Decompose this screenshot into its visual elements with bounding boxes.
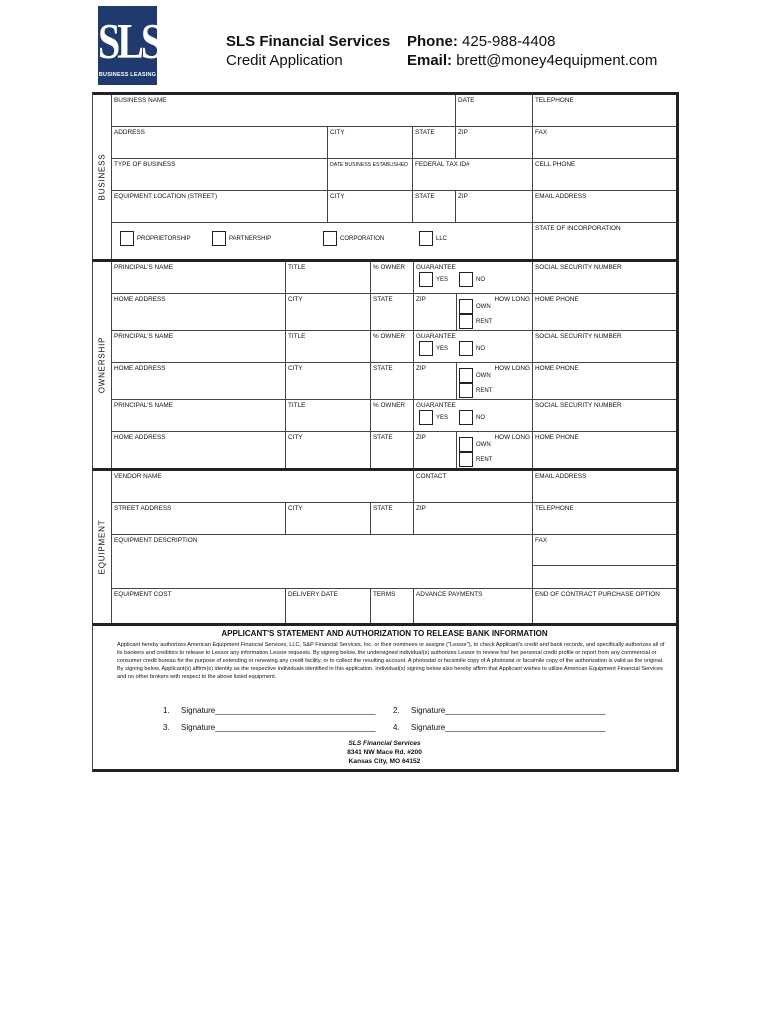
equipment-cost-row xyxy=(112,589,676,623)
principal-2-zip-field[interactable]: ZIP xyxy=(414,363,457,399)
entity-type-options xyxy=(112,223,533,259)
vendor-telephone-field[interactable]: TELEPHONE xyxy=(535,505,574,512)
email-label: Email: xyxy=(407,52,453,69)
principal-1-state-field[interactable]: STATE xyxy=(371,294,414,330)
principal-3-guarantee: GUARANTEE YES NO xyxy=(414,400,533,431)
ownership-side-label: OWNERSHIP xyxy=(93,262,112,468)
vendor-zip-field[interactable]: ZIP xyxy=(414,503,533,534)
equipment-section xyxy=(92,468,679,623)
signature-4[interactable]: 4. Signature____________________________________ xyxy=(393,723,606,732)
advance-payments-field[interactable]: ADVANCE PAYMENTS xyxy=(414,589,533,623)
principal-2-name-field[interactable]: PRINCIPAL'S NAME xyxy=(112,331,286,362)
form-title: Credit Application xyxy=(226,52,343,69)
principal-3-ssn-field[interactable]: SOCIAL SECURITY NUMBER xyxy=(535,402,622,409)
phone-label: Phone: xyxy=(407,33,458,50)
vendor-name-field[interactable]: VENDOR NAME xyxy=(112,471,414,502)
principal-2-owner-pct-field[interactable]: % OWNER xyxy=(371,331,414,362)
equipment-side-label: EQUIPMENT xyxy=(93,471,112,623)
principal-2-row xyxy=(112,331,676,363)
partnership-checkbox[interactable] xyxy=(212,231,226,246)
zip-field[interactable]: ZIP xyxy=(456,127,533,158)
principal-3-own-option[interactable]: OWN xyxy=(459,437,491,452)
own-checkbox[interactable] xyxy=(459,437,473,452)
principal-1-home-phone-field[interactable]: HOME PHONE xyxy=(535,296,579,303)
date-established-field[interactable]: DATE BUSINESS ESTABLISHED xyxy=(328,159,413,190)
credit-application-form xyxy=(92,92,679,772)
equipment-description-field[interactable]: EQUIPMENT DESCRIPTION xyxy=(112,535,533,588)
principal-2-how-long: HOW LONG OWN RENT xyxy=(457,363,533,399)
yes-checkbox[interactable] xyxy=(419,272,433,287)
location-state-field[interactable]: STATE xyxy=(413,191,456,222)
vendor-fax-field[interactable]: FAX xyxy=(533,535,676,566)
principal-2-home-address-field[interactable]: HOME ADDRESS xyxy=(112,363,286,399)
proprietorship-checkbox[interactable] xyxy=(120,231,134,246)
principal-1-guarantee-yes[interactable]: YES xyxy=(419,272,448,287)
address-street: 8341 NW Mace Rd. #200 xyxy=(347,749,422,756)
terms-field[interactable]: TERMS xyxy=(371,589,414,623)
end-of-contract-option-field[interactable]: END OF CONTRACT PURCHASE OPTION xyxy=(535,591,660,598)
own-checkbox[interactable] xyxy=(459,368,473,383)
type-of-business-field[interactable]: TYPE OF BUSINESS xyxy=(112,159,328,190)
principal-1-name-field[interactable]: PRINCIPAL'S NAME xyxy=(112,262,286,293)
rent-checkbox[interactable] xyxy=(459,452,473,467)
no-checkbox[interactable] xyxy=(459,272,473,287)
business-row-4 xyxy=(112,191,676,223)
no-checkbox[interactable] xyxy=(459,341,473,356)
principal-3-guarantee-yes[interactable]: YES xyxy=(419,410,448,425)
vendor-city-field[interactable]: CITY xyxy=(286,503,371,534)
principal-2-home-phone-field[interactable]: HOME PHONE xyxy=(535,365,579,372)
state-of-incorporation-field[interactable]: STATE OF INCORPORATION xyxy=(535,225,621,232)
principal-1-guarantee: GUARANTEE YES NO xyxy=(414,262,533,293)
email-address-field[interactable]: EMAIL ADDRESS xyxy=(535,193,587,200)
principal-3-home-phone-field[interactable]: HOME PHONE xyxy=(535,434,579,441)
no-checkbox[interactable] xyxy=(459,410,473,425)
principal-1-own-option[interactable]: OWN xyxy=(459,299,491,314)
principal-2-title-field[interactable]: TITLE xyxy=(286,331,371,362)
equipment-cost-field[interactable]: EQUIPMENT COST xyxy=(112,589,286,623)
phone-line xyxy=(407,33,555,50)
corporation-checkbox[interactable] xyxy=(323,231,337,246)
phone-number: 425-988-4408 xyxy=(462,33,556,50)
signature-1[interactable]: 1. Signature____________________________________ xyxy=(163,706,376,715)
email-address: brett@money4equipment.com xyxy=(456,52,658,69)
equipment-location-field[interactable]: EQUIPMENT LOCATION (STREET) xyxy=(112,191,328,222)
business-row-1 xyxy=(112,95,676,127)
principal-3-zip-field[interactable]: ZIP xyxy=(414,432,457,468)
company-name: SLS Financial Services xyxy=(226,33,391,50)
corporation-option[interactable]: CORPORATION xyxy=(323,231,384,246)
principal-3-row xyxy=(112,400,676,432)
principal-3-home-address-field[interactable]: HOME ADDRESS xyxy=(112,432,286,468)
principal-2-own-option[interactable]: OWN xyxy=(459,368,491,383)
principal-3-how-long: HOW LONG OWN RENT xyxy=(457,432,533,468)
delivery-date-field[interactable]: DELIVERY DATE xyxy=(286,589,371,623)
principal-1-rent-option[interactable]: RENT xyxy=(459,314,492,329)
principal-1-title-field[interactable]: TITLE xyxy=(286,262,371,293)
business-side-label: BUSINESS xyxy=(93,95,112,259)
vendor-address-row xyxy=(112,503,676,535)
vendor-row xyxy=(112,471,676,503)
principal-2-state-field[interactable]: STATE xyxy=(371,363,414,399)
rent-checkbox[interactable] xyxy=(459,314,473,329)
address-company: SLS Financial Services xyxy=(348,740,421,747)
principal-3-rent-option[interactable]: RENT xyxy=(459,452,492,467)
location-city-field[interactable]: CITY xyxy=(328,191,413,222)
principal-2-home-row xyxy=(112,363,676,400)
date-field[interactable]: DATE xyxy=(456,95,533,126)
principal-1-row xyxy=(112,262,676,294)
business-row-3 xyxy=(112,159,676,191)
business-row-2 xyxy=(112,127,676,159)
proprietorship-option[interactable]: PROPRIETORSHIP xyxy=(120,231,191,246)
statement-title: APPLICANT'S STATEMENT AND AUTHORIZATION TO RELEASE BANK INFORMATION xyxy=(221,629,548,638)
principal-2-guarantee-no[interactable]: NO xyxy=(459,341,485,356)
statement-body: Applicant hereby authorizes American Equipment Financial Services, LLC, S&P Financial Services, Inc. or their nominees or assigns ("Lessor"), to check Applicant's credit and bank records, and specifically authorizes all of its bankers and creditors to release to Lessor any information Lessor requests. By signing below, the undersigned individual(s) authorizes Lessor to review his/ her personal credit profile or report from any commercial or consumer credit bureau for the purpose of extending or renewing any credit facility, or to collect the resulting account. A photostat or facsimile copy of A photostat or facsimile copy of the authorization is valid as the original. By signing below, Applicant(s) affirm(s) identity as the respective individuals identified in this application. Individual(s) signing below also hereby affirm that Applicant wishes to utilize American Equipment Financial Services and no other brokers with respect to the above listed equipment. xyxy=(117,642,665,680)
address-field[interactable]: ADDRESS xyxy=(112,127,328,158)
principal-3-guarantee-no[interactable]: NO xyxy=(459,410,485,425)
llc-checkbox[interactable] xyxy=(419,231,433,246)
partnership-option[interactable]: PARTNERSHIP xyxy=(212,231,271,246)
principal-3-state-field[interactable]: STATE xyxy=(371,432,414,468)
llc-option[interactable]: LLC xyxy=(419,231,447,246)
fax-field[interactable]: FAX xyxy=(535,129,548,136)
principal-3-name-field[interactable]: PRINCIPAL'S NAME xyxy=(112,400,286,431)
federal-tax-id-field[interactable]: FEDERAL TAX ID# xyxy=(413,159,533,190)
location-zip-field[interactable]: ZIP xyxy=(456,191,533,222)
principal-2-ssn-field[interactable]: SOCIAL SECURITY NUMBER xyxy=(535,333,622,340)
principal-1-ssn-field[interactable]: SOCIAL SECURITY NUMBER xyxy=(535,264,622,271)
vendor-email-field[interactable]: EMAIL ADDRESS xyxy=(535,473,587,480)
company-logo xyxy=(98,6,161,85)
authorization-statement xyxy=(92,623,679,772)
rent-checkbox[interactable] xyxy=(459,383,473,398)
business-row-5 xyxy=(112,223,676,259)
principal-1-how-long: HOW LONG OWN RENT xyxy=(457,294,533,330)
company-address xyxy=(93,739,676,766)
principal-1-home-address-field[interactable]: HOME ADDRESS xyxy=(112,294,286,330)
logo-text: SLS xyxy=(98,12,161,69)
equipment-description-row xyxy=(112,535,676,589)
vendor-state-field[interactable]: STATE xyxy=(371,503,414,534)
principal-2-guarantee: GUARANTEE YES NO xyxy=(414,331,533,362)
principal-1-zip-field[interactable]: ZIP xyxy=(414,294,457,330)
principal-2-city-field[interactable]: CITY xyxy=(286,363,371,399)
business-name-field[interactable]: BUSINESS NAME xyxy=(112,95,456,126)
yes-checkbox[interactable] xyxy=(419,410,433,425)
principal-3-home-row xyxy=(112,432,676,468)
principal-1-owner-pct-field[interactable]: % OWNER xyxy=(371,262,414,293)
vendor-street-field[interactable]: STREET ADDRESS xyxy=(112,503,286,534)
signature-3[interactable]: 3. Signature____________________________________ xyxy=(163,723,376,732)
address-city: Kansas City, MO 64152 xyxy=(348,758,421,765)
city-field[interactable]: CITY xyxy=(328,127,413,158)
state-field[interactable]: STATE xyxy=(413,127,456,158)
principal-2-rent-option[interactable]: RENT xyxy=(459,383,492,398)
logo-subtext: BUSINESS LEASING xyxy=(98,72,157,78)
business-section xyxy=(92,92,679,259)
principal-1-city-field[interactable]: CITY xyxy=(286,294,371,330)
telephone-field[interactable]: TELEPHONE xyxy=(535,97,574,104)
principal-1-guarantee-no[interactable]: NO xyxy=(459,272,485,287)
principal-3-title-field[interactable]: TITLE xyxy=(286,400,371,431)
principal-2-guarantee-yes[interactable]: YES xyxy=(419,341,448,356)
principal-1-home-row xyxy=(112,294,676,331)
contact-field[interactable]: CONTACT xyxy=(414,471,533,502)
own-checkbox[interactable] xyxy=(459,299,473,314)
email-line xyxy=(407,52,657,69)
principal-3-city-field[interactable]: CITY xyxy=(286,432,371,468)
ownership-section xyxy=(92,259,679,468)
yes-checkbox[interactable] xyxy=(419,341,433,356)
principal-3-owner-pct-field[interactable]: % OWNER xyxy=(371,400,414,431)
cell-phone-field[interactable]: CELL PHONE xyxy=(535,161,576,168)
signature-2[interactable]: 2. Signature____________________________________ xyxy=(393,706,606,715)
